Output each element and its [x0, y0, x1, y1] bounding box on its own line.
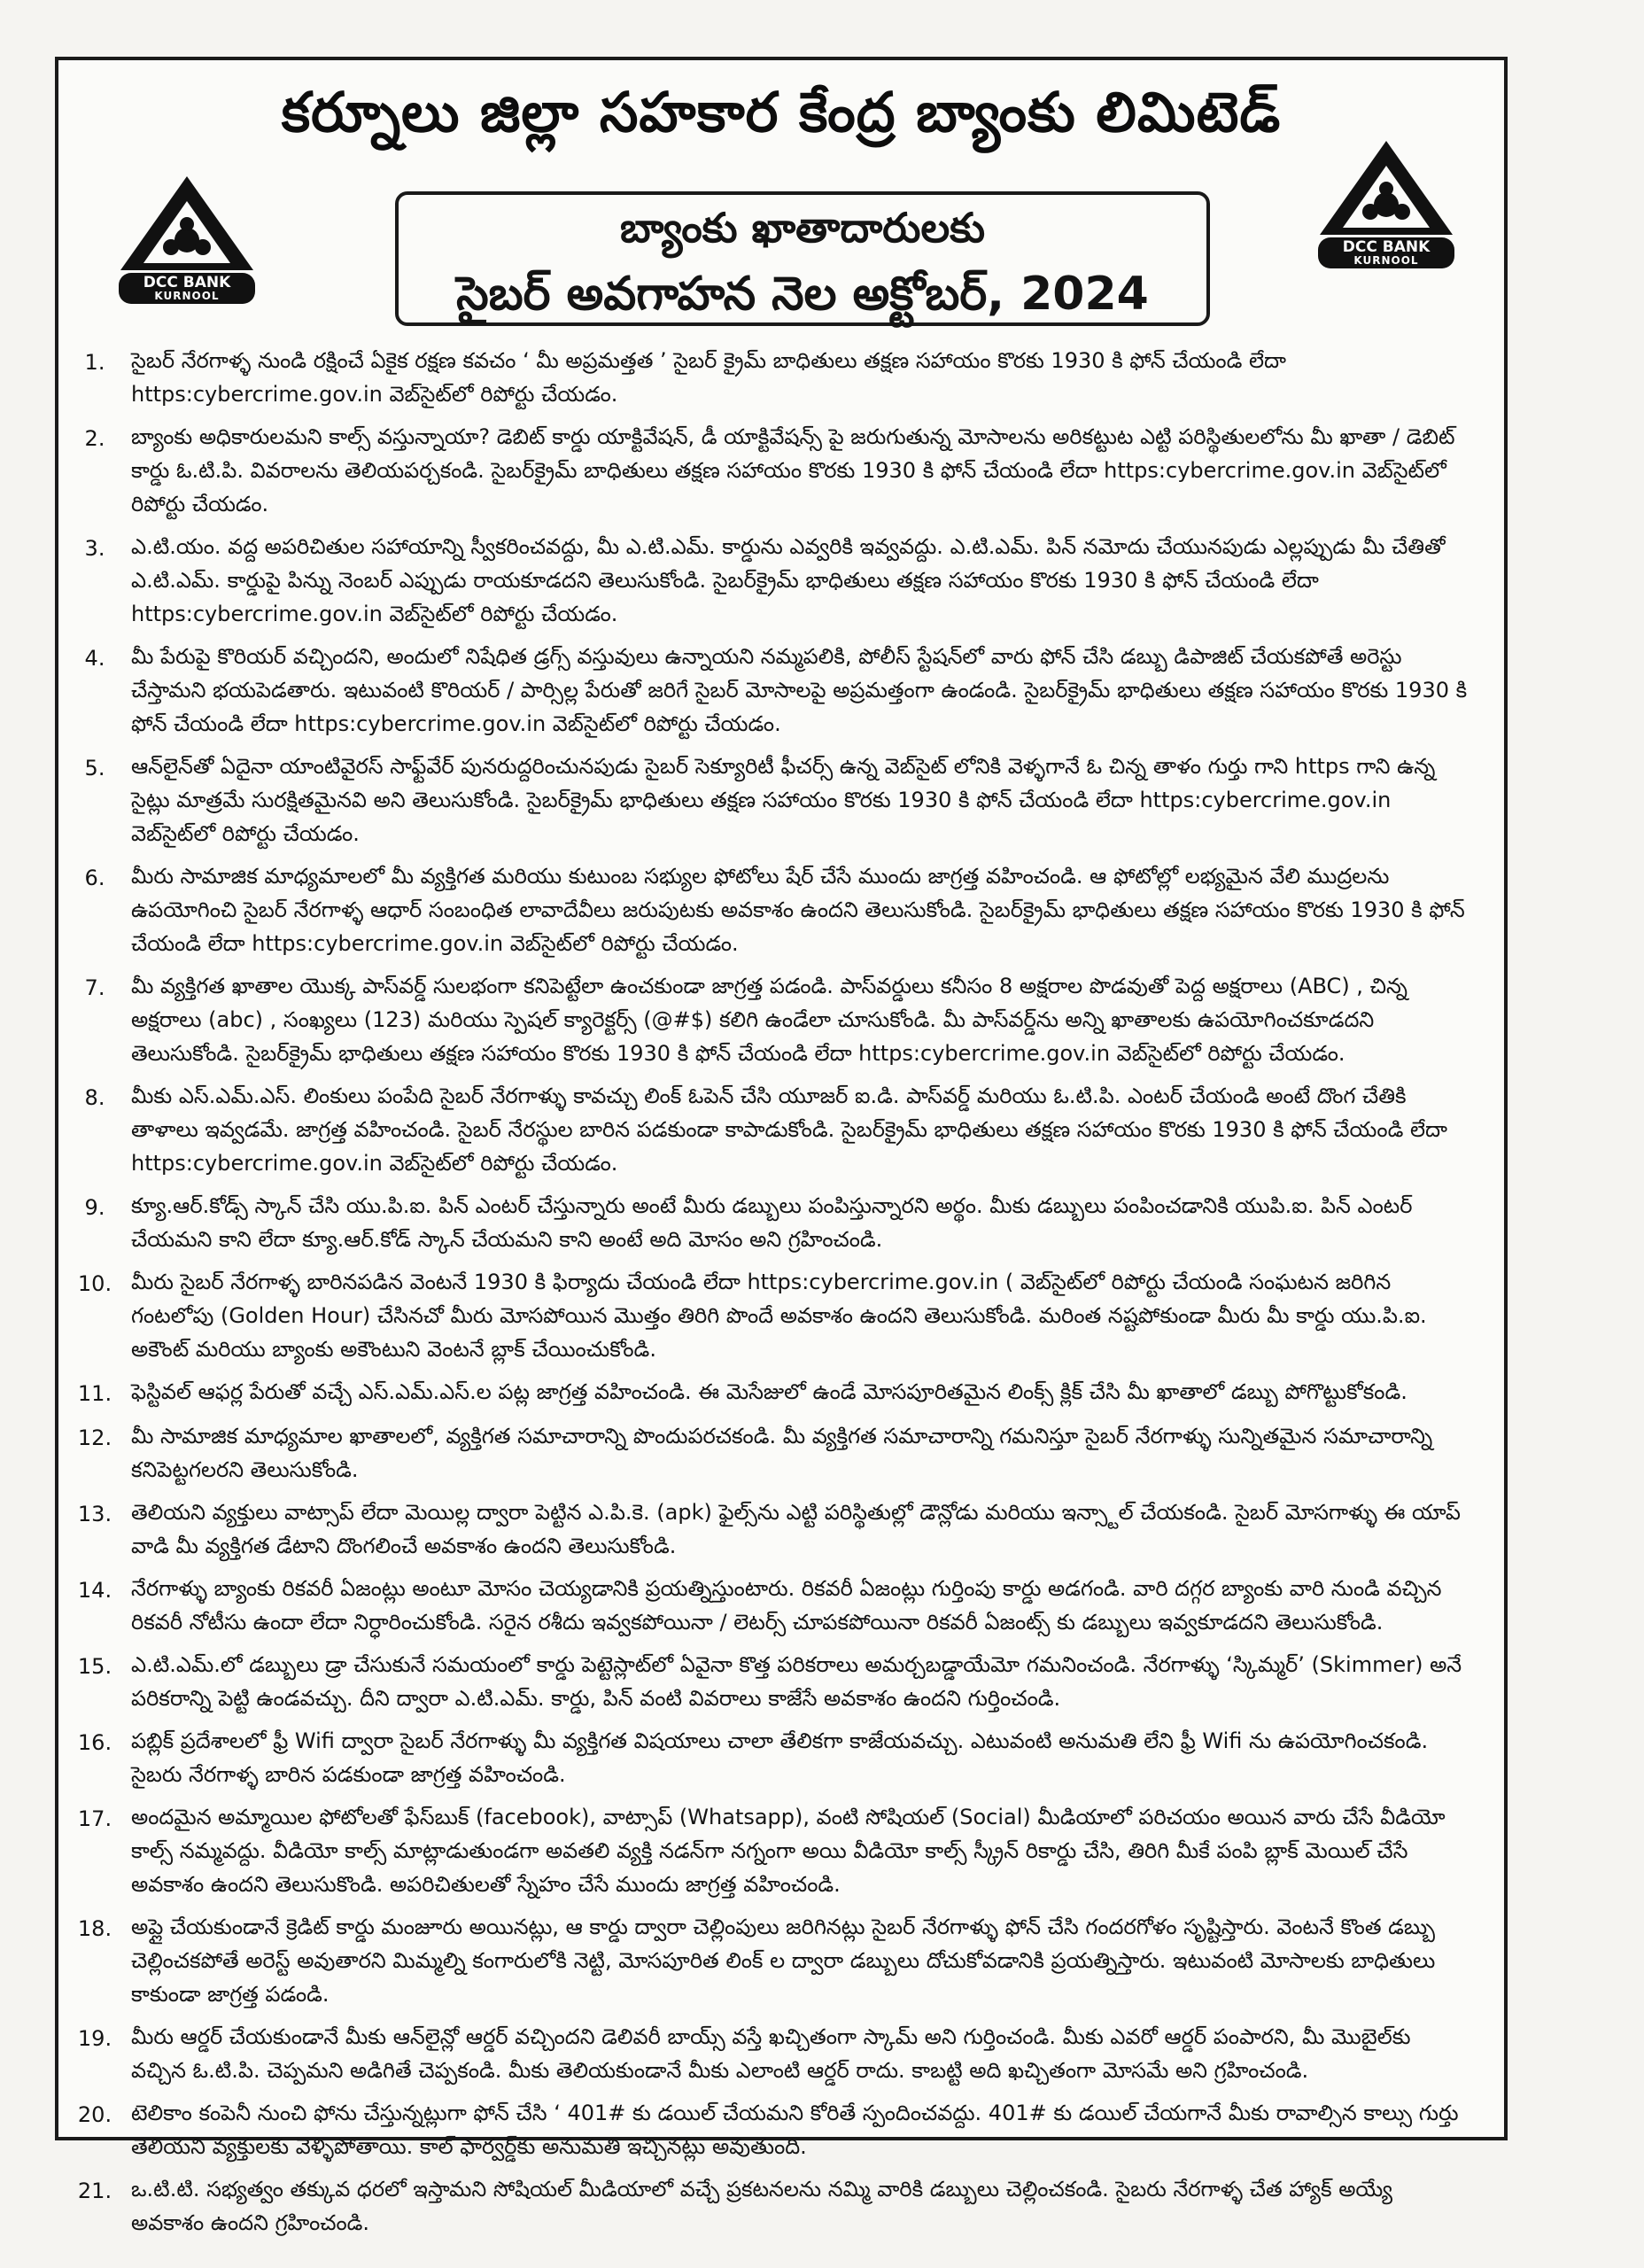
item-text: సైబర్ నేరగాళ్ళ నుండి రక్షించే ఏకైక రక్షణ కవచం ‘ మీ అప్రమత్తత ’ సైబర్ క్రైమ్ బాధితులు తక్షణ సహాయం కొరకు 1930 కి ఫోన్ చేయండి లేదా https:cybercrime.gov.in వెబ్‌సైట్‌లో రిపోర్టు చేయడం. [131, 348, 1286, 407]
item-number: 2. [84, 426, 105, 451]
list-item [58, 1189, 1469, 1256]
list-item [58, 1910, 1469, 2011]
item-number: 21. [77, 2179, 112, 2203]
notice-page [55, 57, 1508, 2235]
item-number: 3. [84, 536, 105, 561]
item-text: మీ పేరుపై కొరియర్ వచ్చిందని, అందులో నిషేధిత డ్రగ్స్ వస్తువులు ఉన్నాయని నమ్మపలికి, పోలీస్ స్టేషన్‌లో వారు ఫోన్ చేసి డబ్బు డిపాజిట్ చేయకపోతే అరెస్టు చేస్తామని భయపెడతారు. ఇటువంటి కొరియర్ / పార్సిల్ల పేరుతో జరిగే సైబర్ మోసాలపై అప్రమత్తంగా ఉండండి. సైబర్‌క్రైమ్ భాధితులు తక్షణ సహాయం కొరకు 1930 కి ఫోన్ చేయండి లేదా https:cybercrime.gov.in వెబ్‌సైట్‌లో రిపోర్టు చేయడం. [131, 644, 1468, 736]
dcc-bank-logo-left [112, 171, 262, 304]
item-number: 16. [77, 1730, 112, 1755]
list-item [58, 2020, 1469, 2087]
logo-caption: DCC BANK KURNOOL [119, 273, 255, 304]
item-text: ఎ.టి.యం. వద్ద అపరిచితుల సహాయాన్ని స్వీకరించవద్దు, మీ ఎ.టి.ఎమ్. కార్డును ఎవ్వరికి ఇవ్వవద్దు. ఎ.టి.ఎమ్. పిన్ నమోదు చేయునపుడు ఎల్లప్పుడు మీ చేతితో ఎ.టి.ఎమ్. కార్డుపై పిన్ను నెంబర్ ఎప్పుడు రాయకూడదని తెలుసుకోండి. సైబర్‌క్రైమ్ భాధితులు తక్షణ సహాయం కొరకు 1930 కి ఫోన్ చేయండి లేదా https:cybercrime.gov.in వెబ్‌సైట్‌లో రిపోర్టు చేయడం. [131, 534, 1446, 626]
list-item [58, 750, 1469, 850]
title-box [395, 191, 1210, 326]
bank-emblem-icon [112, 171, 262, 277]
item-text: మీరు ఆర్డర్ చేయకుండానే మీకు ఆన్‌లైన్లో ఆర్డర్ వచ్చిందని డెలివరీ బాయ్స్ వస్తే ఖచ్చితంగా స్కామ్ అని గుర్తించండి. మీకు ఎవరో ఆర్డర్ పంపారని, మీ మొబైల్‌కు వచ్చిన ఓ.టి.పి. చెప్పమని అడిగితే చెప్పకండి. మీకు తెలియకుండానే మీకు ఎలాంటి ఆర్డర్ రాదు. కాబట్టి అది ఖచ్చితంగా మోసమే అని గ్రహించండి. [131, 2024, 1411, 2083]
item-text: మీరు సైబర్ నేరగాళ్ళ బారినపడిన వెంటనే 1930 కి ఫిర్యాదు చేయండి లేదా https:cybercrime.gov.in ( వెబ్‌సైట్‌లో రిపోర్టు చేయండి సంఘటన జరిగిన గంటలోపు (Golden Hour) చేసినచో మీరు మోసపోయిన మొత్తం తిరిగి పొందే అవకాశం ఉందని తెలుసుకోండి. మరింత నష్టపోకుండా మీరు మీ కార్డు యు.పి.ఐ. అకౌంట్ మరియు బ్యాంకు అకౌంటుని వెంటనే బ్లాక్ చేయించుకోండి. [131, 1270, 1427, 1362]
item-text: మీ సామాజిక మాధ్యమాల ఖాతాలలో, వ్యక్తిగత సమాచారాన్ని పొందుపరచకండి. మీ వ్యక్తిగత సమాచారాన్ని గమనిస్తూ సైబర్ నేరగాళ్ళు సున్నితమైన సమాచారాన్ని కనిపెట్టగలరని తెలుసుకోండి. [131, 1424, 1433, 1482]
item-number: 11. [77, 1381, 112, 1406]
list-item [58, 1724, 1469, 1791]
item-number: 1. [84, 350, 105, 375]
item-text: బ్యాంకు అధికారులమని కాల్స్ వస్తున్నాయా? డెబిట్ కార్డు యాక్టివేషన్, డీ యాక్టివేషన్స్ పై జరుగుతున్న మోసాలను అరికట్టుట ఎట్టి పరిస్థితులలోను మీ ఖాతా / డెబిట్ కార్డు ఓ.టి.పి. వివరాలను తెలియపర్చకండి. సైబర్‌క్రైమ్ బాధితులు తక్షణ సహాయం కొరకు 1930 కి ఫోన్ చేయండి లేదా https:cybercrime.gov.in వెబ్‌సైట్‌లో రిపోర్టు చేయడం. [131, 424, 1455, 517]
list-item [58, 969, 1469, 1070]
list-item [58, 2172, 1469, 2240]
logo-caption: DCC BANK KURNOOL [1318, 237, 1454, 268]
item-number: 10. [77, 1271, 112, 1296]
item-text: క్యూ.ఆర్.కోడ్స్ స్కాన్ చేసి యు.పి.ఐ. పిన్ ఎంటర్ చేస్తున్నారు అంటే మీరు డబ్బులు పంపిస్తున్నారని అర్థం. మీకు డబ్బులు పంపించడానికి యుపి.ఐ. పిన్ ఎంటర్ చేయమని కాని లేదా క్యూ.ఆర్.కోడ్ స్కాన్ చేయమని కాని అంటే అది మోసం అని గ్రహించండి. [131, 1193, 1413, 1252]
item-text: అప్లై చేయకుండానే క్రెడిట్ కార్డు మంజూరు అయినట్లు, ఆ కార్డు ద్వారా చెల్లింపులు జరిగినట్లు సైబర్ నేరగాళ్ళు ఫోన్ చేసి గందరగోళం సృష్టిస్తారు. వెంటనే కొంత డబ్బు చెల్లించకపోతే అరెస్ట్ అవుతారని మిమ్మల్ని కంగారులోకి నెట్టి, మోసపూరిత లింక్ ల ద్వారా డబ్బులు దోచుకోవడానికి ప్రయత్నిస్తారు. ఇటువంటి మోసాలకు బాధితులు కాకుండా జాగ్రత్త పడండి. [131, 1915, 1436, 2007]
item-number: 12. [77, 1425, 112, 1450]
list-item [58, 1265, 1469, 1366]
item-number: 5. [84, 756, 105, 781]
item-number: 20. [77, 2102, 112, 2127]
list-item [58, 1572, 1469, 1639]
list-item [58, 640, 1469, 741]
item-text: టెలికాం కంపెనీ నుంచి ఫోను చేస్తున్నట్లుగా ఫోన్ చేసి ‘ 401# కు డయిల్ చేయమని కోరితే స్పందించవద్దు. 401# కు డయిల్ చేయగానే మీకు రావాల్సిన కాల్సు గుర్తు తెలియని వ్యక్తులకు వెళ్ళిపోతాయి. కాల్ ఫార్వర్డ్‌కు అనుమతి ఇచ్చినట్లు అవుతుంది. [131, 2101, 1459, 2159]
item-number: 4. [84, 646, 105, 671]
bank-emblem-icon [1311, 136, 1462, 242]
item-number: 7. [84, 975, 105, 1000]
item-number: 17. [77, 1806, 112, 1831]
list-item [58, 1495, 1469, 1563]
item-text: మీరు సామాజిక మాధ్యమాలలో మీ వ్యక్తిగత మరియు కుటుంబ సభ్యుల ఫోటోలు షేర్ చేసే ముందు జాగ్రత్త వహించండి. ఆ ఫోటోల్లో లభ్యమైన వేలి ముద్రలను ఉపయోగించి సైబర్ నేరగాళ్ళ ఆధార్ సంబంధిత లావాదేవీలు జరుపుటకు అవకాశం ఉందని తెలుసుకోండి. సైబర్‌క్రైమ్ భాధితులు తక్షణ సహాయం కొరకు 1930 కి ఫోన్ చేయండి లేదా https:cybercrime.gov.in వెబ్‌సైట్‌లో రిపోర్టు చేయడం. [131, 864, 1465, 956]
list-item [58, 1419, 1469, 1487]
item-number: 8. [84, 1085, 105, 1110]
awareness-tips-list [58, 344, 1504, 2240]
list-item [58, 2096, 1469, 2163]
title-line-2: సైబర్ అవగాహన నెల అక్టోబర్, 2024 [456, 268, 1149, 321]
notice-header [58, 60, 1504, 344]
dcc-bank-logo-right [1311, 136, 1462, 268]
item-number: 19. [77, 2026, 112, 2051]
item-text: అందమైన అమ్మాయిల ఫోటోలతో ఫేస్‌బుక్ (facebook), వాట్సాప్ (Whatsapp), వంటి సోషియల్ (Social) మీడియాలో పరిచయం అయిన వారు చేసే వీడియో కాల్స్ నమ్మవద్దు. వీడియో కాల్స్ మాట్లాడుతుండగా అవతలి వ్యక్తి నడన్‌గా నగ్నంగా అయి వీడియో కాల్స్ స్క్రీన్ రికార్డు చేసి, తిరిగి మీకే పంపి బ్లాక్ మెయిల్ చేసే అవకాశం ఉందని తెలుసుకొండి. అపరిచితులతో స్నేహం చేసే ముందు జాగ్రత్త వహించండి. [131, 1805, 1446, 1897]
list-item [58, 420, 1469, 521]
list-item [58, 1375, 1469, 1410]
list-item [58, 859, 1469, 960]
list-item [58, 1079, 1469, 1180]
list-item [58, 344, 1469, 411]
item-number: 18. [77, 1916, 112, 1941]
item-text: ఫెస్టివల్ ఆఫర్ల పేరుతో వచ్చే ఎస్.ఎమ్.ఎస్.ల పట్ల జాగ్రత్త వహించండి. ఈ మెసేజులో ఉండే మోసపూరితమైన లింక్స్ క్లిక్ చేసి మీ ఖాతాలో డబ్బు పోగొట్టుకోకండి. [131, 1379, 1407, 1404]
item-number: 13. [77, 1502, 112, 1526]
item-text: పబ్లిక్ ప్రదేశాలలో ఫ్రీ Wifi ద్వారా సైబర్ నేరగాళ్ళు మీ వ్యక్తిగత విషయాలు చాలా తేలికగా కాజేయవచ్చు. ఎటువంటి అనుమతి లేని ఫ్రీ Wifi ను ఉపయోగించకండి. సైబరు నేరగాళ్ళ బారిన పడకుండా జాగ్రత్త వహించండి. [131, 1728, 1429, 1787]
item-number: 14. [77, 1578, 112, 1603]
item-text: ఒ.టి.టి. సభ్యత్వం తక్కువ ధరలో ఇస్తామని సోషియల్ మీడియాలో వచ్చే ప్రకటనలను నమ్మి వారికి డబ్బులు చెల్లించకండి. సైబరు నేరగాళ్ళ చేత హ్యాక్ అయ్యే అవకాశం ఉందని గ్రహించండి. [131, 2177, 1392, 2235]
bank-name-heading: కర్నూలు జిల్లా సహకార కేంద్ర బ్యాంకు లిమిటెడ్ [281, 80, 1282, 144]
item-text: మీకు ఎస్.ఎమ్.ఎస్. లింకులు పంపేది సైబర్ నేరగాళ్ళు కావచ్చు లింక్ ఓపెన్ చేసి యూజర్ ఐ.డి. పాస్‌వర్డ్ మరియు ఓ.టి.పి. ఎంటర్ చేయండి అంటే దొంగ చేతికి తాళాలు ఇవ్వడమే. జాగ్రత్త వహించండి. సైబర్ నేరస్థుల బారిన పడకుండా కాపాడుకోండి. సైబర్‌క్రైమ్ భాధితులు తక్షణ సహాయం కొరకు 1930 కి ఫోన్ చేయండి లేదా https:cybercrime.gov.in వెబ్‌సైట్‌లో రిపోర్టు చేయడం. [131, 1084, 1447, 1176]
item-text: ఎ.టి.ఎమ్.లో డబ్బులు డ్రా చేసుకునే సమయంలో కార్డు పెట్టెస్లాట్‌లో ఏవైనా కొత్త పరికరాలు అమర్చబడ్డాయేమో గమనించండి. నేరగాళ్ళు ‘స్కిమ్మర్’ (Skimmer) అనే పరికరాన్ని పెట్టి ఉండవచ్చు. దీని ద్వారా ఎ.టి.ఎమ్. కార్డు, పిన్ వంటి వివరాలు కాజేసే అవకాశం ఉందని గుర్తించండి. [131, 1652, 1462, 1711]
list-item [58, 1800, 1469, 1901]
item-text: నేరగాళ్ళు బ్యాంకు రికవరీ ఏజంట్లు అంటూ మోసం చెయ్యడానికి ప్రయత్నిస్తుంటారు. రికవరీ ఏజంట్లు గుర్తింపు కార్డు అడగండి. వారి దగ్గర బ్యాంకు వారి నుండి వచ్చిన రికవరీ నోటీసు ఉందా లేదా నిర్ధారించుకోండి. సరైన రశీదు ఇవ్వకపోయినా / లెటర్స్ చూపకపోయినా రికవరీ ఏజంట్స్ కు డబ్బులు ఇవ్వకూడదని తెలుసుకోండి. [131, 1576, 1442, 1635]
title-line-1: బ్యాంకు ఖాతాదారులకు [619, 204, 986, 252]
list-item [58, 1648, 1469, 1715]
item-text: తెలియని వ్యక్తులు వాట్సాప్ లేదా మెయిల్ల ద్వారా పెట్టిన ఎ.పి.కె. (apk) ఫైల్స్‌ను ఎట్టి పరిస్థితుల్లో డౌన్లోడు మరియు ఇన్స్టాల్ చేయకండి. సైబర్ మోసగాళ్ళు ఈ యాప్ వాడి మీ వ్యక్తిగత డేటాని దొంగలించే అవకాశం ఉందని తెలుసుకోండి. [131, 1500, 1461, 1558]
item-number: 9. [84, 1195, 105, 1220]
list-item [58, 530, 1469, 631]
item-text: ఆన్‌లైన్‌తో ఏదైనా యాంటివైరస్ సాఫ్ట్‌వేర్ పునరుద్దరించునపుడు సైబర్ సెక్యూరిటీ ఫీచర్స్ ఉన్న వెబ్‌సైట్ లోనికి వెళ్ళగానే ఓ చిన్న తాళం గుర్తు గాని https గాని ఉన్న సైట్లు మాత్రమే సురక్షితమైనవి అని తెలుసుకోండి. సైబర్‌క్రైమ్ భాధితులు తక్షణ సహాయం కొరకు 1930 కి ఫోన్ చేయండి లేదా https:cybercrime.gov.in వెబ్‌సైట్‌లో రిపోర్టు చేయడం. [131, 754, 1436, 846]
item-text: మీ వ్యక్తిగత ఖాతాల యొక్క పాస్‌వర్డ్ సులభంగా కనిపెట్టేలా ఉంచకుండా జాగ్రత్త పడండి. పాస్‌వర్డులు కనీసం 8 అక్షరాల పొడవుతో పెద్ద అక్షరాలు (ABC) , చిన్న అక్షరాలు (abc) , సంఖ్యలు (123) మరియు స్పెషల్ క్యారెక్టర్స్ (@#$) కలిగి ఉండేలా చూసుకోండి. మీ పాస్‌వర్డ్‌ను అన్ని ఖాతాలకు ఉపయోగించకూడదని తెలుసుకోండి. సైబర్‌క్రైమ్ భాధితులు తక్షణ సహాయం కొరకు 1930 కి ఫోన్ చేయండి లేదా https:cybercrime.gov.in వెబ్‌సైట్‌లో రిపోర్టు చేయడం. [131, 974, 1407, 1066]
item-number: 6. [84, 866, 105, 890]
item-number: 15. [77, 1654, 112, 1679]
